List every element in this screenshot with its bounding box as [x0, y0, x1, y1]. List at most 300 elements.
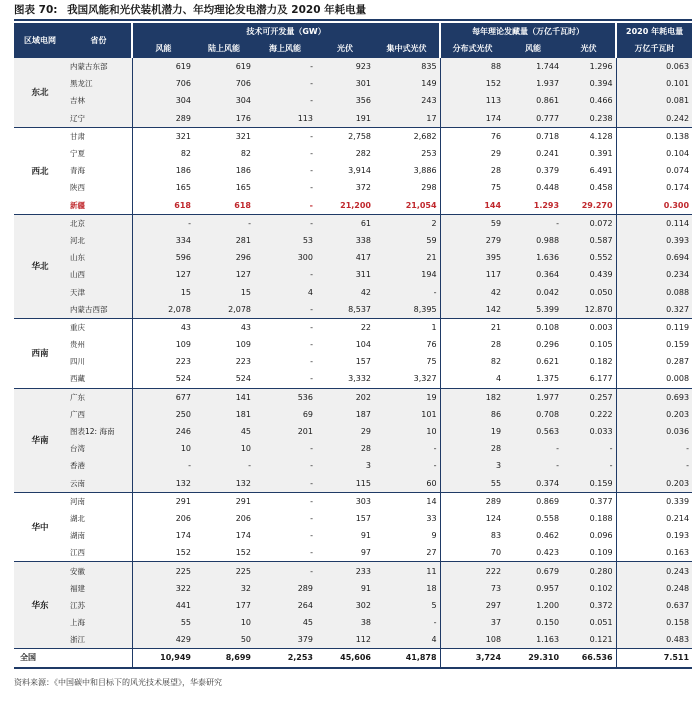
value-cell: 223 — [235, 357, 251, 367]
title-divider — [14, 19, 692, 21]
value-cell: - — [310, 374, 313, 384]
value-cell: 0.072 — [562, 214, 616, 232]
value-cell: 69 — [254, 406, 316, 423]
value-cell: 174 — [235, 531, 251, 541]
value-cell: 0.248 — [616, 580, 692, 597]
value-cell: 372 — [355, 183, 371, 193]
value-cell: 0.777 — [504, 110, 562, 128]
value-cell: 0.679 — [504, 562, 562, 580]
value-cell: - — [254, 127, 316, 145]
value-cell: 677 — [132, 388, 194, 406]
value-cell: 21 — [374, 249, 440, 266]
province-cell: 北京 — [66, 214, 132, 232]
value-cell: 127 — [132, 266, 194, 283]
table-row — [14, 232, 692, 249]
value-cell: 301 — [316, 75, 374, 92]
value-cell: - — [504, 440, 562, 457]
value-cell: 619 — [132, 58, 194, 76]
province-cell: 内蒙古西部 — [66, 301, 132, 319]
province-cell: 江苏 — [66, 597, 132, 614]
province-cell: 福建 — [66, 580, 132, 597]
value-cell: 311 — [316, 266, 374, 283]
table-row — [14, 162, 692, 179]
value-cell: 303 — [316, 492, 374, 510]
region-cell: 华北 — [14, 214, 66, 318]
table-body — [14, 58, 692, 668]
value-cell: - — [194, 214, 254, 232]
value-cell: 0.423 — [536, 548, 560, 558]
total-value-cell: 41,878 — [374, 649, 440, 668]
value-cell: 2,078 — [194, 301, 254, 319]
value-cell: 127 — [194, 266, 254, 283]
value-cell: 222 — [440, 562, 504, 580]
value-cell: 157 — [355, 513, 371, 523]
value-cell: 0.121 — [562, 631, 616, 649]
figure-title-text: 我国风能和光伏装机潜力、年均理论发电潜力及 2020 年耗电量 — [67, 4, 367, 16]
value-cell: 297 — [440, 597, 504, 614]
total-value-cell: 2,253 — [254, 649, 316, 668]
province-cell: 贵州 — [70, 340, 85, 350]
value-cell: 618 — [234, 200, 251, 210]
value-cell: 101 — [374, 406, 440, 423]
value-cell: 6.491 — [589, 166, 613, 176]
value-cell: 43 — [132, 318, 194, 336]
value-cell: 124 — [440, 510, 504, 527]
value-cell: 0.621 — [536, 357, 560, 367]
header-sub-col: 分布式光伏 — [440, 40, 504, 58]
value-cell: 83 — [440, 527, 504, 544]
province-cell: 甘肃 — [66, 127, 132, 145]
value-cell: 91 — [316, 580, 374, 597]
value-cell: 152 — [235, 548, 251, 558]
value-cell: 338 — [316, 232, 374, 249]
province-cell: 浙江 — [66, 631, 132, 649]
province-cell: 江西 — [70, 548, 85, 558]
value-cell: 3 — [440, 457, 504, 474]
value-cell: 4 — [374, 631, 440, 649]
value-cell: 15 — [132, 283, 194, 300]
table-row — [14, 179, 692, 196]
value-cell: 536 — [254, 388, 316, 406]
value-cell: 28 — [440, 336, 504, 353]
province-cell: 陕西 — [70, 183, 85, 193]
value-cell: 0.105 — [589, 340, 613, 350]
province-cell: 宁夏 — [70, 149, 85, 159]
value-cell: 0.462 — [536, 531, 560, 541]
header-sub-col: 光伏 — [316, 40, 374, 58]
value-cell: 152 — [440, 75, 504, 92]
total-value-cell: 3,724 — [440, 649, 504, 668]
total-value-cell: 66.536 — [562, 649, 616, 668]
value-cell: 0.159 — [616, 336, 692, 353]
value-cell: 233 — [316, 562, 374, 580]
value-cell: 3 — [316, 457, 374, 474]
value-cell: 194 — [374, 266, 440, 283]
value-cell: 243 — [374, 92, 440, 109]
value-cell: 113 — [254, 110, 316, 128]
value-cell: 1.296 — [562, 58, 616, 76]
value-cell: 0.374 — [504, 475, 562, 493]
value-cell: 0.108 — [504, 318, 562, 336]
province-cell: 新疆 — [70, 200, 85, 210]
value-cell: 0.257 — [562, 388, 616, 406]
province-cell: 上海 — [66, 614, 132, 631]
value-cell: 22 — [316, 318, 374, 336]
value-cell: 115 — [316, 475, 374, 493]
value-cell: 0.158 — [616, 614, 692, 631]
value-cell: 33 — [426, 513, 437, 523]
value-cell: 82 — [440, 353, 504, 370]
table-row — [14, 214, 692, 232]
header-capacity-group: 技术可开发量（GW） — [132, 23, 440, 40]
value-cell: 298 — [421, 183, 437, 193]
value-cell: 706 — [132, 75, 194, 92]
value-cell: 28 — [440, 162, 504, 179]
table-row — [14, 197, 692, 215]
value-cell: 0.163 — [616, 544, 692, 562]
header-consumption-group: 2020 年耗电量 — [616, 23, 692, 40]
value-cell: 109 — [132, 336, 194, 353]
table-row — [14, 475, 692, 493]
header-sub-col: 光伏 — [562, 40, 616, 58]
value-cell: 42 — [440, 283, 504, 300]
value-cell: 0.008 — [616, 370, 692, 388]
value-cell: 29.270 — [581, 200, 613, 210]
value-cell: - — [310, 548, 313, 558]
value-cell: 0.222 — [562, 406, 616, 423]
value-cell: 0.050 — [562, 283, 616, 300]
value-cell: 9 — [431, 531, 437, 541]
value-cell: 1.636 — [504, 249, 562, 266]
value-cell: 70 — [440, 544, 504, 562]
value-cell: - — [310, 357, 313, 367]
region-cell: 西北 — [14, 127, 66, 214]
source-note: 资料来源：《中国碳中和目标下的风光技术展望》，华泰研究 — [14, 678, 222, 687]
region-cell: 华南 — [14, 388, 66, 492]
table-row — [14, 370, 692, 388]
province-cell: 湖南 — [70, 531, 85, 541]
value-cell: 322 — [132, 580, 194, 597]
figure-label: 图表 70: — [14, 4, 58, 16]
value-cell: 0.109 — [589, 548, 613, 558]
header-row-groups — [14, 23, 692, 40]
value-cell: 0.869 — [504, 492, 562, 510]
header-province: 省份 — [66, 23, 132, 58]
value-cell: 29 — [440, 145, 504, 162]
value-cell: 82 — [240, 149, 251, 159]
value-cell: 141 — [194, 388, 254, 406]
value-cell: 97 — [360, 548, 371, 558]
value-cell: 0.033 — [562, 423, 616, 440]
value-cell: 264 — [254, 597, 316, 614]
value-cell: - — [254, 266, 316, 283]
total-value-cell: 8,699 — [194, 649, 254, 668]
value-cell: - — [310, 340, 313, 350]
value-cell: 289 — [132, 110, 194, 128]
value-cell: 53 — [254, 232, 316, 249]
header-sub-col: 风能 — [504, 40, 562, 58]
value-cell: 86 — [440, 406, 504, 423]
value-cell: 0.063 — [616, 58, 692, 76]
value-cell: 0.102 — [562, 580, 616, 597]
value-cell: 2,078 — [132, 301, 194, 319]
total-label: 全国 — [14, 649, 132, 668]
value-cell: 0.238 — [562, 110, 616, 128]
value-cell: 142 — [440, 301, 504, 319]
province-cell: 吉林 — [66, 92, 132, 109]
province-cell: 青海 — [70, 166, 85, 176]
value-cell: - — [374, 457, 440, 474]
value-cell: 0.287 — [616, 353, 692, 370]
value-cell: 0.466 — [562, 92, 616, 109]
value-cell: 289 — [254, 580, 316, 597]
value-cell: 417 — [316, 249, 374, 266]
province-cell: 重庆 — [66, 318, 132, 336]
table-row — [14, 388, 692, 406]
value-cell: 3,332 — [348, 374, 371, 384]
table-row — [14, 492, 692, 510]
value-cell: 0.957 — [504, 580, 562, 597]
value-cell: 21 — [440, 318, 504, 336]
value-cell: 321 — [194, 127, 254, 145]
value-cell: 37 — [440, 614, 504, 631]
value-cell: 8,537 — [316, 301, 374, 319]
region-cell: 华中 — [14, 492, 66, 562]
total-row — [14, 649, 692, 668]
value-cell: 45 — [194, 423, 254, 440]
header-generation-group: 每年理论发藏量（万亿千瓦时） — [440, 23, 616, 40]
value-cell: 0.174 — [616, 179, 692, 196]
value-cell: 38 — [316, 614, 374, 631]
value-cell: 0.242 — [616, 110, 692, 128]
table-row — [14, 92, 692, 109]
value-cell: 0.448 — [536, 183, 560, 193]
value-cell: 177 — [194, 597, 254, 614]
value-cell: 0.708 — [504, 406, 562, 423]
value-cell: 10 — [374, 423, 440, 440]
value-cell: 174 — [132, 527, 194, 544]
table-row — [14, 249, 692, 266]
value-cell: - — [132, 457, 194, 474]
value-cell: 10 — [194, 440, 254, 457]
value-cell: 201 — [254, 423, 316, 440]
value-cell: 356 — [316, 92, 374, 109]
total-value-cell: 7.511 — [616, 649, 692, 668]
value-cell: 0.391 — [589, 149, 613, 159]
value-cell: 0.234 — [616, 266, 692, 283]
value-cell: 0.458 — [589, 183, 613, 193]
value-cell: 441 — [132, 597, 194, 614]
value-cell: - — [254, 440, 316, 457]
value-cell: - — [254, 562, 316, 580]
value-cell: 1.744 — [504, 58, 562, 76]
value-cell: - — [309, 200, 313, 210]
value-cell: 144 — [440, 197, 504, 215]
value-cell: 55 — [132, 614, 194, 631]
header-sub-col: 万亿千瓦时 — [616, 40, 692, 58]
table-row — [14, 527, 692, 544]
table-row — [14, 75, 692, 92]
table-row — [14, 562, 692, 580]
value-cell: 321 — [132, 127, 194, 145]
value-cell: 618 — [132, 197, 194, 215]
total-value-cell: 10,949 — [132, 649, 194, 668]
province-cell: 黑龙江 — [66, 75, 132, 92]
value-cell: 0.088 — [616, 283, 692, 300]
value-cell: 0.327 — [616, 301, 692, 319]
value-cell: 1.375 — [536, 374, 560, 384]
value-cell: 0.552 — [562, 249, 616, 266]
value-cell: 27 — [426, 548, 437, 558]
value-cell: 923 — [316, 58, 374, 76]
table-row — [14, 145, 692, 162]
value-cell: 1.977 — [504, 388, 562, 406]
value-cell: 4.128 — [562, 127, 616, 145]
value-cell: 0.203 — [616, 406, 692, 423]
table-row — [14, 266, 692, 283]
value-cell: 0.861 — [504, 92, 562, 109]
value-cell: 0.300 — [616, 197, 692, 215]
value-cell: 596 — [132, 249, 194, 266]
value-cell: 0.138 — [616, 127, 692, 145]
province-cell: 山东 — [66, 249, 132, 266]
value-cell: 1 — [374, 318, 440, 336]
value-cell: 108 — [440, 631, 504, 649]
value-cell: 152 — [132, 544, 194, 562]
value-cell: 0.241 — [536, 149, 560, 159]
value-cell: - — [616, 457, 692, 474]
header-sub-col: 集中式光伏 — [374, 40, 440, 58]
value-cell: 15 — [194, 283, 254, 300]
value-cell: 0.003 — [562, 318, 616, 336]
value-cell: 149 — [374, 75, 440, 92]
value-cell: 0.587 — [562, 232, 616, 249]
table-row — [14, 544, 692, 562]
value-cell: 0.364 — [504, 266, 562, 283]
value-cell: 225 — [132, 562, 194, 580]
table-row — [14, 457, 692, 474]
value-cell: - — [562, 440, 616, 457]
table-row — [14, 353, 692, 370]
value-cell: 2,758 — [316, 127, 374, 145]
value-cell: 0.081 — [616, 92, 692, 109]
value-cell: 76 — [426, 340, 437, 350]
value-cell: 0.074 — [616, 162, 692, 179]
table-row — [14, 614, 692, 631]
table-row — [14, 510, 692, 527]
value-cell: 0.339 — [616, 492, 692, 510]
value-cell: 0.203 — [616, 475, 692, 493]
value-cell: 75 — [426, 357, 437, 367]
value-cell: - — [504, 214, 562, 232]
value-cell: 5 — [374, 597, 440, 614]
region-cell: 华东 — [14, 562, 66, 649]
value-cell: 1.937 — [504, 75, 562, 92]
value-cell: 18 — [374, 580, 440, 597]
value-cell: 1.163 — [504, 631, 562, 649]
value-cell: 59 — [374, 232, 440, 249]
value-cell: 75 — [440, 179, 504, 196]
value-cell: 91 — [360, 531, 371, 541]
value-cell: 59 — [440, 214, 504, 232]
value-cell: 395 — [440, 249, 504, 266]
region-cell: 西南 — [14, 318, 66, 388]
value-cell: - — [254, 492, 316, 510]
value-cell: 0.693 — [616, 388, 692, 406]
value-cell: 11 — [374, 562, 440, 580]
province-cell: 台湾 — [66, 440, 132, 457]
value-cell: 300 — [254, 249, 316, 266]
value-cell: 0.193 — [616, 527, 692, 544]
value-cell: 619 — [194, 58, 254, 76]
value-cell: 835 — [374, 58, 440, 76]
value-cell: 132 — [132, 475, 194, 493]
table-row — [14, 283, 692, 300]
value-cell: 289 — [440, 492, 504, 510]
value-cell: 21,200 — [340, 200, 371, 210]
table-row — [14, 318, 692, 336]
value-cell: 176 — [194, 110, 254, 128]
value-cell: 304 — [194, 92, 254, 109]
province-cell: 天津 — [66, 283, 132, 300]
value-cell: - — [254, 75, 316, 92]
value-cell: - — [254, 92, 316, 109]
value-cell: 82 — [132, 145, 194, 162]
value-cell: 28 — [316, 440, 374, 457]
table-row — [14, 336, 692, 353]
value-cell: - — [254, 301, 316, 319]
value-cell: 223 — [132, 353, 194, 370]
value-cell: 73 — [440, 580, 504, 597]
value-cell: 282 — [355, 149, 371, 159]
value-cell: 76 — [440, 127, 504, 145]
value-cell: 19 — [374, 388, 440, 406]
value-cell: 0.394 — [562, 75, 616, 92]
value-cell: 0.372 — [562, 597, 616, 614]
value-cell: 0.104 — [616, 145, 692, 162]
value-cell: 0.988 — [504, 232, 562, 249]
header-sub-col: 风能 — [132, 40, 194, 58]
value-cell: 0.188 — [589, 513, 613, 523]
value-cell: - — [504, 457, 562, 474]
value-cell: 17 — [374, 110, 440, 128]
value-cell: 250 — [132, 406, 194, 423]
value-cell: 0.439 — [562, 266, 616, 283]
value-cell: - — [132, 214, 194, 232]
value-cell: 32 — [194, 580, 254, 597]
value-cell: - — [374, 440, 440, 457]
value-cell: 181 — [194, 406, 254, 423]
value-cell: 2,682 — [374, 127, 440, 145]
province-cell: 辽宁 — [66, 110, 132, 128]
province-cell: 河南 — [66, 492, 132, 510]
value-cell: 0.379 — [536, 166, 560, 176]
value-cell: 2 — [374, 214, 440, 232]
value-cell: 113 — [440, 92, 504, 109]
value-cell: 0.150 — [504, 614, 562, 631]
value-cell: 165 — [132, 179, 194, 196]
value-cell: - — [310, 513, 313, 523]
value-cell: - — [562, 457, 616, 474]
value-cell: 281 — [194, 232, 254, 249]
value-cell: 61 — [316, 214, 374, 232]
value-cell: - — [374, 614, 440, 631]
province-cell: 安徽 — [66, 562, 132, 580]
value-cell: 0.377 — [562, 492, 616, 510]
value-cell: 0.694 — [616, 249, 692, 266]
value-cell: 0.243 — [616, 562, 692, 580]
value-cell: 88 — [440, 58, 504, 76]
